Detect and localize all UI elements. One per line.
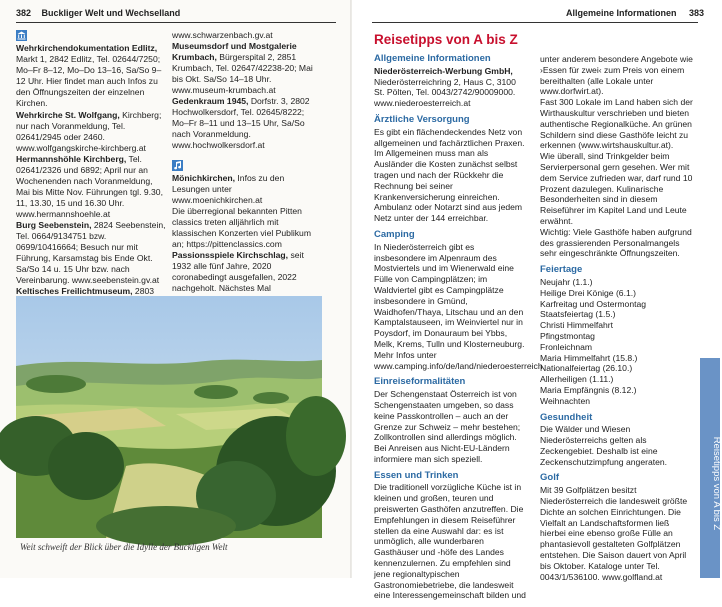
- music-entry-lead: Mönichkirchen,: [172, 172, 236, 183]
- section-text: [374, 482, 528, 601]
- feiertage-list: [540, 277, 694, 407]
- left-header-rule: [16, 22, 336, 23]
- section-body: Niederösterreichring 2, Haus C, 3100 St. Pölten, Tel. 0043/2742/90009000. www.niederoesterreich.at: [374, 76, 516, 109]
- section-golf: [540, 473, 694, 582]
- venue-entry-lead: Wehrkirchendokumentation Edlitz,: [16, 43, 158, 54]
- section-text: [374, 241, 543, 372]
- photo-caption: Weit schweift der Blick über die Idylle der Buckligen Welt: [20, 542, 228, 552]
- map-reference[interactable]: [0, 480, 12, 578]
- section-feiertage: [540, 265, 694, 406]
- holiday-item: Staatsfeiertag (1.5.): [540, 309, 616, 320]
- venue-entry-lead: Keltisches Freilichtmuseum,: [16, 286, 133, 297]
- section-body: Der Schengenstaat Österreich ist von Schengenstaaten umgeben, so dass keine Passkontrollen – auch an der Grenze zur Schweiz – mehr bestehen; Zollkontrollen sind allerdings möglich. Bei Anreisen aus Nicht-EU-Ländern informiere man sich speziell.: [374, 389, 521, 464]
- chapter-title: Reisetipps von A bis Z: [374, 32, 518, 47]
- music-icon-box: [172, 160, 322, 171]
- left-col2-music-paragraphs: [172, 173, 322, 306]
- venue-entry-text: www.schwarzenbach.gv.at: [172, 30, 273, 40]
- holiday-item: Maria Empfängnis (8.12.): [540, 384, 637, 395]
- left-page: [0, 0, 352, 578]
- gesundheit-text: Die Wälder und Wiesen Niederösterreichs gelten als Zeckengebiet. Deshalb ist eine Zeckenschutzimpfung angeraten.: [540, 424, 668, 467]
- left-col-2: [172, 30, 322, 305]
- essen-continued: [540, 54, 694, 259]
- holiday-item: Fronleichnam: [540, 341, 593, 352]
- holiday-item: Karfreitag und Ostermontag: [540, 298, 647, 309]
- venue-entry-text: Dorfstr. 3, 2802 Hochwolkersdorf, Tel. 02645/8222; Mo–Fr 8–11 und 13–15 Uhr, Sa/So nach Voranmeldung. www.hochwolkersdorf.at: [172, 96, 310, 151]
- holiday-item: Christi Himmelfahrt: [540, 320, 614, 331]
- info-section: [374, 115, 528, 224]
- feiertage-heading: Feiertage: [540, 264, 583, 276]
- section-lead: Niederösterreich-Werbung GmbH,: [374, 65, 513, 76]
- right-page-number: 383: [689, 8, 705, 18]
- venue-entry-text: Bürgerspital 2, 2851 Krumbach, Tel. 02647/42238-20; Mai bis Okt. Sa/So 14–18 Uhr. www.museum-krumbach.at: [172, 52, 313, 96]
- venue-entry-text: Kirchberg; nur nach Voranmeldung, Tel. 02641/2945 oder 2460. www.wolfgangskirche-kirchberg.at: [16, 109, 162, 153]
- section-text: [374, 127, 528, 224]
- venue-entry-text: Tel. 02641/2326 und 6892; April nur an Wochenenden nach Voranmeldung, Mai bis Mitte Nov. Führungen tgl. 9.30, 11, 13.30, 15 und 16.30 Uhr. www.hermannshoehle.at: [16, 153, 163, 219]
- venue-entry: [172, 96, 322, 151]
- left-running-head: [16, 8, 180, 18]
- right-header-rule: [372, 22, 698, 23]
- music-entry-text: seit 1932 alle fünf Jahre, 2020 coronabedingt ausgefallen, 2022 nachgeholt. Nächstes Mal: [172, 250, 304, 294]
- chapter-side-tab[interactable]: [700, 358, 720, 578]
- right-running-head: [566, 8, 704, 18]
- museum-icon: [16, 30, 27, 41]
- golf-heading: Golf: [540, 472, 559, 484]
- section-heading: Camping: [374, 228, 415, 240]
- venue-entry-text: Markt 1, 2842 Edlitz, Tel. 02644/7250; Mo–Fr 8–12, Mo–Do 13–16, Sa/So 9–12 Uhr. Hier findet man auch Infos zu den Öffnungszeiten der einzelnen Kirchen.: [16, 54, 162, 109]
- section-body: Die traditionell vorzügliche Küche ist in kleinen und großen, teuren und preiswerten Gasthöfen anzutreffen. Die Empfehlungen in diesem Reiseführer stellen da eine Auswahl dar: es ist unmöglich, alle wunderbaren Gasthäuser und -höfe des Landes kennenzulernen. Zu empfehlen sind jene regionaltypischen Gastronomiebetriebe, die landesweit eine Interessengemeinschaft bilden und: [374, 482, 526, 601]
- holiday-item: Nationalfeiertag (26.10.): [540, 363, 633, 374]
- right-col-2: [540, 54, 694, 588]
- holiday-item: Weihnachten: [540, 395, 591, 406]
- info-section: [374, 228, 543, 371]
- music-entry-text: Die überregional bekannten Pitten classics treten alljährlich mit klassischen Konzerten viel Publikum an; https://pittenclassics.com: [172, 205, 311, 250]
- venue-entry: [16, 43, 166, 109]
- section-heading: Einreiseformalitäten: [374, 376, 466, 388]
- venue-entry: [16, 110, 166, 154]
- holiday-item: Maria Himmelfahrt (15.8.): [540, 352, 638, 363]
- music-entry-lead: Passionsspiele Kirchschlag,: [172, 250, 289, 261]
- essen-continued-text: unter anderem besondere Angebote wie ›Essen für zwei‹ zum Preis von einem bereithalten (alle Lokale unter www.dorfwirt.at). Fast 300 Lokale im Land haben sich der Wirthauskultur verschrieben und bieten authentische Regionalküche. An grünen Schildern sind diese Gasthöfe leicht zu erkennen (www.wirtshauskultur.at). Wie überall, sind Trinkgelder beim Servierpersonal gern gesehen. Wer mit dem Service zufrieden war, darf rund 10 Prozent dazulegen. Kulinarische Besonderheiten sind in diesem Reiseführer im Kapitel Land und Leute erwähnt. Wichtig: Viele Gasthöfe haben aufgrund des grassierenden Personalmangels sehr eingeschränkte Öffnungszeiten.: [540, 54, 693, 259]
- venue-entry-lead: Hermannshöhle Kirchberg,: [16, 153, 127, 164]
- venue-entry-text: 2803: [134, 286, 155, 297]
- landscape-photo: [16, 296, 322, 538]
- venue-entry: [172, 41, 322, 96]
- right-col-1: [374, 53, 543, 607]
- venue-entry: [172, 30, 322, 41]
- section-body: Es gibt ein flächendeckendes Netz von allgemeinen und fachärztlichen Praxen. Im Allgemeinen muss man als Ausländer die Kosten zunächst selbst tragen und nach der Rückkehr die Rechnung bei seiner Krankenversicherung einreichen. Ambulanz oder Notarzt sind aus jedem Netz unter der 144 erreichbar.: [374, 126, 525, 224]
- holiday-item: Allerheiligen (1.11.): [540, 374, 614, 385]
- section-text: [374, 389, 528, 465]
- left-col2-paragraphs: [172, 30, 322, 152]
- left-page-number: 382: [16, 8, 32, 18]
- venue-entry: [16, 220, 166, 286]
- music-entry: [172, 173, 322, 206]
- venue-entry-lead: Burg Seebenstein,: [16, 219, 92, 230]
- right-col1-sections: [374, 53, 543, 601]
- section-heading: Ärztliche Versorgung: [374, 113, 470, 125]
- museum-icon-box: [16, 30, 166, 41]
- holiday-item: Neujahr (1.1.): [540, 276, 593, 287]
- venue-entry-lead: Gedenkraum 1945,: [172, 96, 249, 107]
- venue-entry-lead: Wehrkirche St. Wolfgang,: [16, 109, 120, 120]
- venue-entry-lead: Museumsdorf und Mostgalerie Krumbach,: [172, 41, 297, 63]
- info-section: [374, 377, 528, 464]
- info-section: [374, 471, 528, 602]
- section-heading: Essen und Trinken: [374, 469, 459, 481]
- music-entry: [172, 206, 322, 250]
- holiday-item: Pfingstmontag: [540, 330, 595, 341]
- venue-entry-text: 2824 Seebenstein, Tel. 0664/9134751 bzw. 0699/10416664; Besuch nur mit Führung, Karsamstag bis Ende Okt. Sa/So 14 u. 15 Uhr bzw. nach Vereinbarung. www.seebenstein.gv.at: [16, 219, 166, 286]
- venue-entry: [16, 154, 166, 220]
- gesundheit-heading: Gesundheit: [540, 411, 593, 423]
- music-entry-text: Infos zu den Lesungen unter www.moenichkirchen.at: [172, 172, 285, 205]
- section-text: [374, 66, 528, 109]
- left-running-title: Buckliger Welt und Wechselland: [41, 8, 181, 18]
- right-running-title: Allgemeine Informationen: [566, 8, 677, 18]
- holiday-item: Heilige Drei Könige (6.1.): [540, 287, 637, 298]
- golf-text: Mit 39 Golfplätzen besitzt Niederösterreich die landesweit größte Dichte an solchen Einrichtungen. Die Vielfalt an Landschaftsformen ließ hierbei eine ebenso große Fülle an phantasievoll gestalteten Golfplätzen entstehen. Die Saison dauert von April bis Oktober. Kataloge unter Tel. 0043/1/536100. www.golfland.at: [540, 485, 688, 582]
- section-heading: Allgemeine Informationen: [374, 53, 491, 64]
- music-note-icon: [172, 160, 183, 171]
- chapter-side-tab-label: Reisetipps von A bis Z: [711, 436, 722, 531]
- section-gesundheit: [540, 413, 694, 468]
- section-body: In Niederösterreich gibt es insbesondere im Alpenraum des Mostviertels und im Wienerwald eine Fülle von Campingplätzen; im Waldviertel gibt es Campingplätze insbesondere in Gmünd, Waidhofen/Thaya, Litschau und an den Kamptalstauseen, im Weinviertel nur in Poysdorf, im Donauraum bei Ybbs, Melk, Krems, Tulln und Klosterneuburg. Mehr Infos unter www.camping.info/de/land/niederoesterreich: [374, 241, 543, 371]
- info-section: [374, 54, 528, 109]
